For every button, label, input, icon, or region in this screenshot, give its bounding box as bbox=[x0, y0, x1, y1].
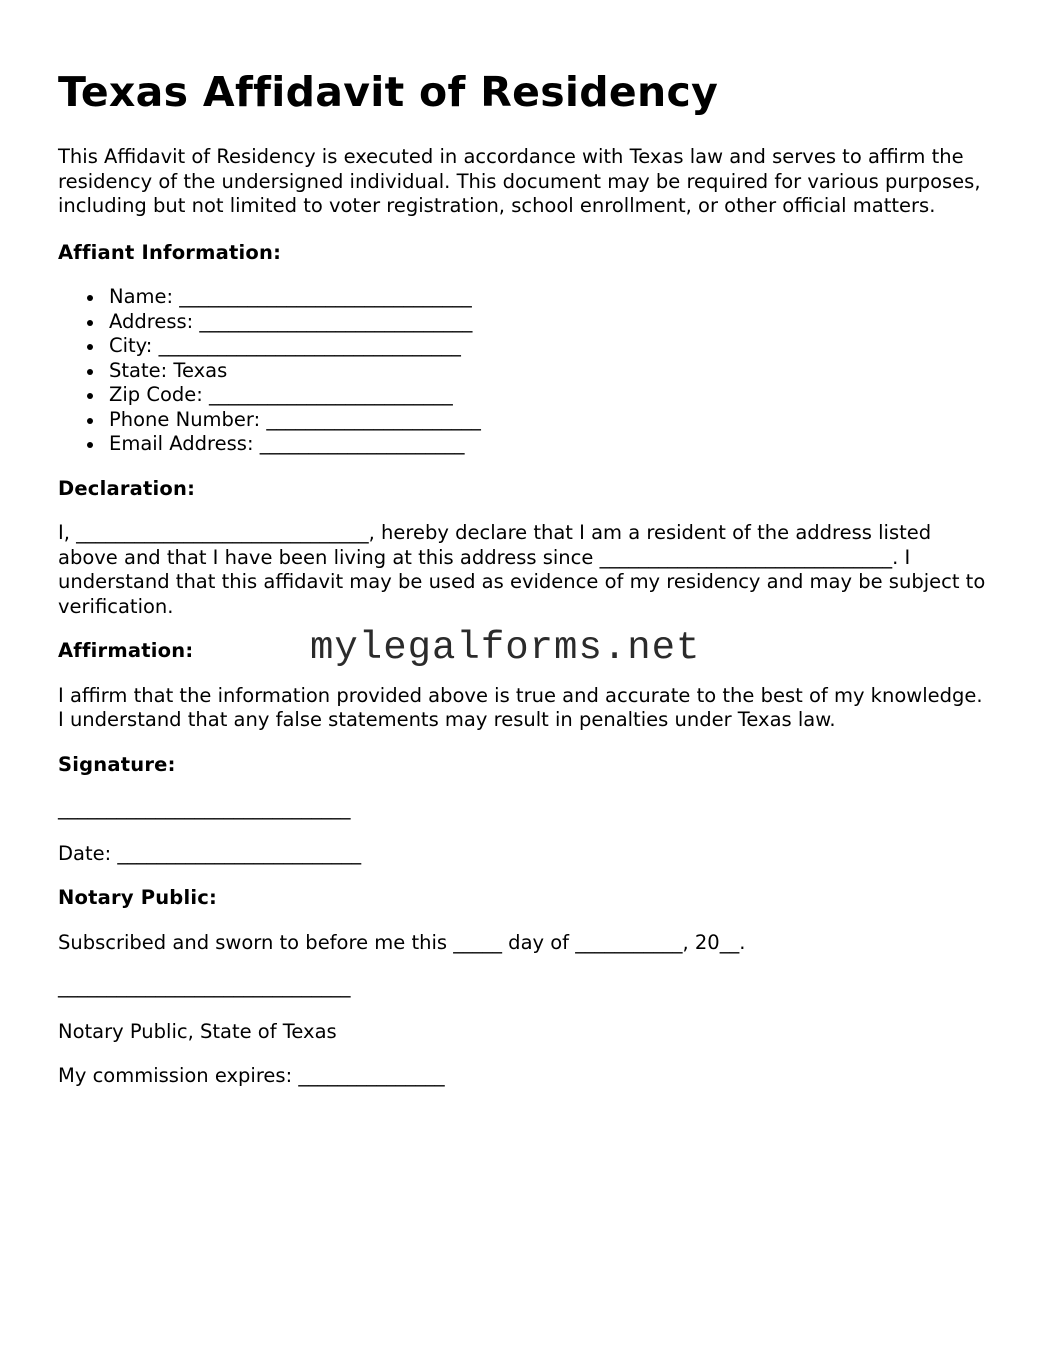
notary-state-label: Notary Public, State of Texas bbox=[58, 1019, 337, 1043]
notary-commission-field: My commission expires: _______________ bbox=[58, 1064, 445, 1088]
affiant-city-field: City: _______________________________ bbox=[109, 334, 993, 359]
affiant-heading: Affiant Information: bbox=[58, 240, 282, 264]
notary-sworn-statement: Subscribed and sworn to before me this _____ day of ___________, 20__. bbox=[58, 930, 746, 954]
notary-signature-line: ______________________________ bbox=[58, 975, 351, 999]
affirmation-row bbox=[58, 626, 993, 671]
declaration-paragraph: I, ______________________________, hereby declare that I am a resident of the address listed above and that I have been living at this address since ______________________________. I understand that this affidavit may be used as evidence of my residency and may be subject to verification. bbox=[58, 521, 986, 618]
signature-date-field: Date: _________________________ bbox=[58, 841, 362, 865]
signature-line: ______________________________ bbox=[58, 797, 351, 821]
intro-paragraph: This Affidavit of Residency is executed in accordance with Texas law and serves to affirm the residency of the undersigned individual. This document may be required for various purposes, including but not limited to voter registration, school enrollment, or other official matters. bbox=[58, 145, 981, 218]
affiant-address-field: Address: ____________________________ bbox=[109, 310, 993, 335]
declaration-heading: Declaration: bbox=[58, 476, 196, 500]
document-page bbox=[58, 70, 993, 1109]
watermark-logo: mylegalforms.net bbox=[310, 626, 701, 671]
affirmation-paragraph: I affirm that the information provided above is true and accurate to the best of my knowledge. I understand that any false statements may result in penalties under Texas law. bbox=[58, 683, 983, 732]
notary-heading: Notary Public: bbox=[58, 886, 217, 910]
signature-heading: Signature: bbox=[58, 752, 176, 776]
affiant-email-field: Email Address: _____________________ bbox=[109, 432, 993, 457]
affirmation-heading: Affirmation: bbox=[58, 639, 194, 663]
affiant-phone-field: Phone Number: ______________________ bbox=[109, 408, 993, 433]
affiant-list bbox=[58, 285, 993, 457]
affiant-name-field: Name: ______________________________ bbox=[109, 285, 993, 310]
document-title: Texas Affidavit of Residency bbox=[58, 68, 719, 116]
affiant-zip-field: Zip Code: _________________________ bbox=[109, 383, 993, 408]
affiant-state-field: State: Texas bbox=[109, 359, 993, 384]
